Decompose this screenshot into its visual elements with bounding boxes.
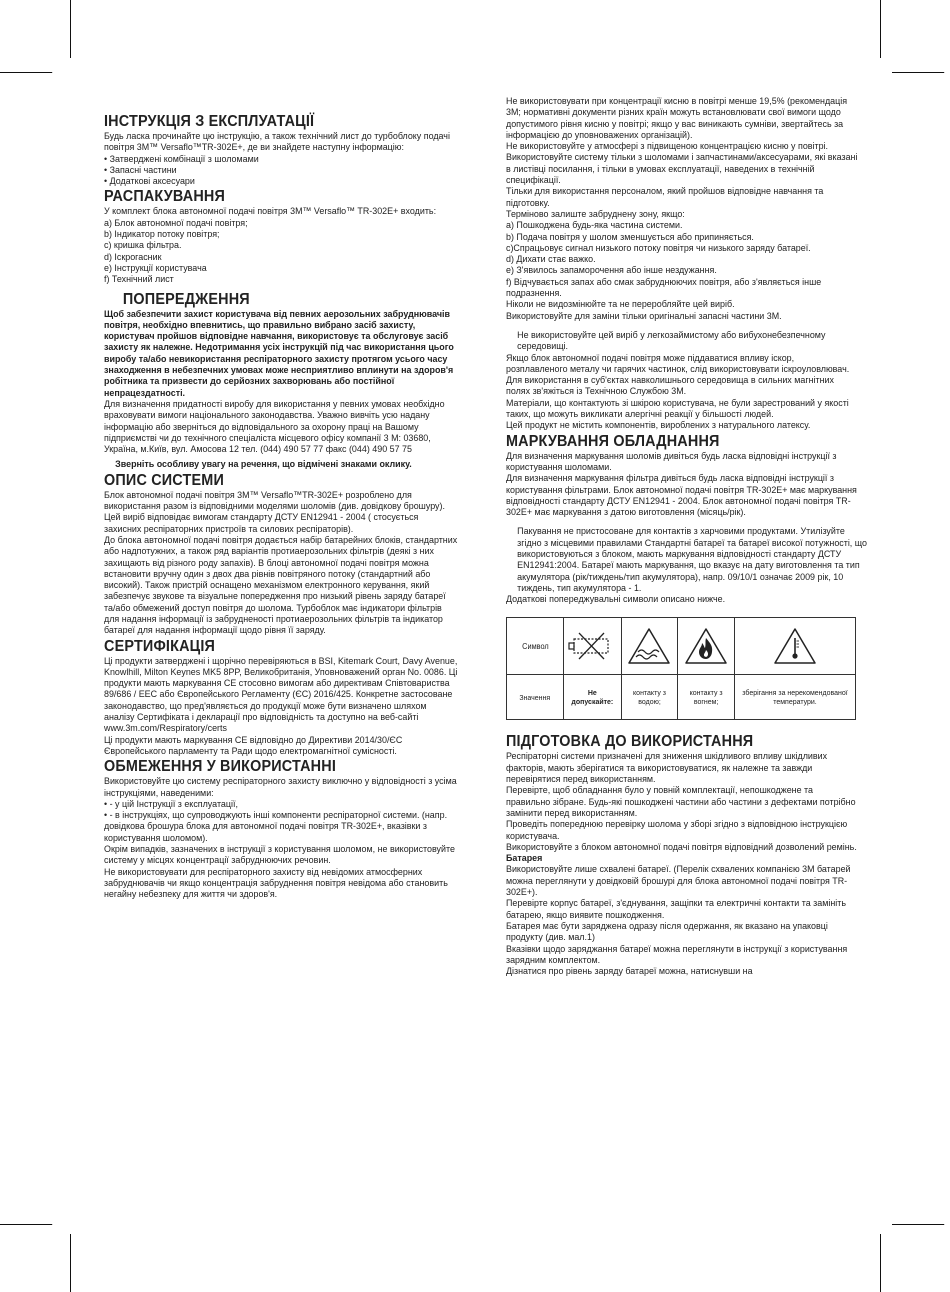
left-column [104,96,456,901]
paragraph: Використовуйте лише схвалені батареї. (Перелік схвалених компанією 3M батарей можна переглянути у довідковій брошурі для блока автономної подачі повітря TR-302E+). [506,864,851,899]
paragraph: Проведіть попереднюю перевірку шолома у зборі згідно з відповідною інструкцією користувача. [506,819,848,842]
paragraph: Додаткові попереджувальні символи описано нижче. [506,594,726,606]
list-item: c)Спрацьовує сигнал низького потоку повітря чи низького заряду батареї. [506,242,811,254]
paragraph: Ці продукти затверджені і щорічно перевіряються в BSI, Kitemark Court, Davy Avenue, Knowlhill, Milton Keynes MK5 8PP, Великобританія, Уповноважений орган No. 0086. Ці продукти мають маркування CE стосовно вимогам або директивам Співтовариства 89/686 / EEC або Європейського Регламенту (ЄС) 2016/425. Конкретне застосоване законодавство, що пред'являється до продукції може бути визначено шляхом аналізу Сертифіката і декларації про відповідність та доступно на веб-сайті www.3m.com/Respiratory/certs [104,655,458,735]
paragraph: Терміново залиште забруднену зону, якщо: [506,208,685,220]
paragraph: Цей продукт не містить компонентів, вироблених з натурального латексу. [506,420,811,432]
section-title-system-description: ОПИС СИСТЕМИ [104,471,225,489]
paragraph: Будь ласка прочинайте цю інструкцію, а також технічний лист до турбоблоку подачі повітря 3M™ Versaflo™TR-302E+, де ви знайдете наступну інформацію: [104,131,450,154]
list-item: f) Відчувається запах або смак забруднюючих повітря, або з'являється інше подразнення. [506,276,822,300]
paragraph: Блок автономної подачі повітря 3M™ Versaflo™TR-302E+ розроблено для використання разом із відповідними моделями шоломів (див. довідкову брошуру). Цей виріб відповідає вимогам стандарту ДСТУ EN12941 - 2004 ( стосується захисних респіраторних пристроїв та силових респіраторів). [104,489,445,535]
water-hazard-icon [621,618,677,675]
table-cell: контакту з водою; [621,675,677,720]
crop-mark [880,1234,881,1292]
paragraph: Перевірте корпус батареї, з'єднування, защіпки та електричні контакти та замініть батарею, якщо виявите пошкодження. [506,898,846,921]
list-item: c) кришка фільтра. [104,240,182,252]
paragraph: Вказівки щодо заряджання батареї можна переглянути в інструкції з користування зарядним комплектом. [506,943,848,966]
table-cell: Не допускайте: [564,675,622,720]
table-cell: зберігання за нерекомендованої температури. [735,675,856,720]
list-item: a) Блок автономної подачі повітря; [104,217,248,229]
section-title-equipment-marking: МАРКУВАННЯ ОБЛАДНАННЯ [506,432,720,450]
right-column [506,96,867,978]
list-item: b) Індикатор потоку повітря; [104,229,220,241]
table-cell: контакту з вогнем; [677,675,734,720]
list-item: b) Подача повітря у шолом зменшується або припиняється. [506,231,754,243]
paragraph: Тільки для використання персоналом, який пройшов відповідне навчання та підготовку. [506,186,824,209]
list-item: • Додаткові аксесуари [104,176,195,188]
crop-mark [0,72,52,73]
paragraph: У комплект блока автономної подачі повітря 3M™ Versaflo™ TR-302E+ входить: [104,206,437,218]
paragraph: Ці продукти мають маркування CE відповідно до Директиви 2014/30/ЄС Європейського парламенту та Ради щодо електромагнітної сумісності. [104,734,403,757]
warning-paragraph: Щоб забезпечити захист користувача від певних аерозольних забруднювачів повітря, необхідно впевнитись, що правильно вибрано засіб захисту, користувач пройшов відповідне навчання, використовує та обслуговує засіб захисту як належне. Недотримання усіх інструкцій під час використання цього виробу та/або невикористання респіраторного захисту протягом усього часу знаходження в небезпечних умовах може несприятливо вплинути на здоров'я робітника та призвести до серйозних захворювань або постійної непрацездатності. [104,308,454,399]
paragraph: До блока автономної подачі повітря додається набір батарейних блоків, стандартних або надпотужних, а також ряд варіантів протиаерозольних фільтрів (деякі з них захищають від різного роду запахів). В блоці автономної подачі повітря можна встановити вручну один з двох два рівнів повітряного потоку (стандартний або високий). Також пристрій оснащено механізмом електронного керування, який забезпечує звукове та візуальне попередження про низький рівень заряду батареї та/або обмежений доступ повітря до шолома. Турбоблок має індикатори фільтрів для надання інформації із забрудненості протиаерозольних фільтрів та індикатор батареї для надання інформації щодо рівня її заряду. [104,534,458,637]
list-item: • - у цій Інструкції з експлуатації, [104,798,238,810]
list-item: a) Пошкоджена будь-яка частина системи. [506,220,683,232]
section-title-certification: СЕРТИФІКАЦІЯ [104,637,216,655]
subheading-battery: Батарея [506,853,543,865]
table-row-label: Значення [507,675,564,720]
paragraph: Для використання в суб'єктах навколишнього середовища в сильних магнітних полях зв'яжіться із Технічною Службою 3M. [506,375,834,398]
paragraph: Батарея має бути заряджена одразу після одержання, як вказано на упаковці продукту (див. мал.1) [506,920,828,944]
list-item: • Запасні частини [104,164,177,176]
paragraph: Ніколи не видозмінюйте та не переробляйте цей виріб. [506,299,735,311]
crop-mark [880,0,881,58]
list-item: • Затверджені комбінації з шоломами [104,153,259,165]
section-title-preparation: ПІДГОТОВКА ДО ВИКОРИСТАННЯ [506,733,754,751]
list-item: e) Інструкції користувача [104,262,207,274]
table-row-label: Символ [507,618,564,675]
paragraph: Використовуйте з блоком автономної подачі повітря відповідний дозволений ремінь. [506,841,857,853]
list-item: • - в інструкціях, що супроводжують інші компоненти респіраторної системи. (напр. довідкова брошура блока для автономної подачі повітря TR-302E+, вказівки з користування шоломом). [104,810,448,844]
paragraph: Для визначення маркування шоломів дивіться будь ласка відповідні інструкції з користування шоломами. [506,450,837,473]
paragraph: Використовуйте для заміни тільки оригінальні запасні частини 3M. [506,310,782,322]
paragraph: Перевірте, щоб обладнання було у повній комплектації, непошкоджене та правильно зібране. Будь-які пошкоджені частини або частини з дефектами потрібно замінити перед використанням. [506,785,856,819]
crop-mark [0,1224,52,1225]
warning-symbols-table [506,617,856,720]
crossed-battery-icon [564,618,622,675]
paragraph: Не використовувати для респіраторного захисту від невідомих атмосферних забруднювачів чи якщо концентрація забруднення повітря невідома або становить негайну небезпеку для життя чи здоров'я. [104,866,448,901]
crop-mark [892,72,944,73]
paragraph: Не використовувати при концентрації кисню в повітрі менше 19,5% (рекомендація 3M; нормативні документи різних країн можуть встановлювати свої вимоги щодо допустимого рівня кисню у повітрі; якщо у вас виникають сумніви, звертайтесь за інформацією до уповноважених організацій). [506,96,848,141]
paragraph: Не використовуйте у атмосфері з підвищеною концентрацією кисню у повітрі. [506,141,829,153]
section-title-unpacking: РАСПАКУВАННЯ [104,188,226,206]
paragraph: Якщо блок автономної подачі повітря може піддаватися впливу іскор, розплавленого металу чи гарячих частинок, слід використовувати іскроуловлювач. [506,352,850,375]
crop-mark [892,1224,944,1225]
paragraph: Матеріали, що контактують зі шкірою користувача, не були зарестрований у якості таких, що можуть викликати алергічні реакції у більшості людей. [506,397,849,421]
list-item: d) Іскрогасник [104,251,162,263]
list-item: e) З'явилось запаморочення або інше нездужання. [506,265,717,277]
paragraph: Окрім випадків, зазначених в інструкції з користування шоломом, не використовуйте систему у місцях концентрації забруднюючих речовин. [104,844,455,867]
section-title-usage-limits: ОБМЕЖЕННЯ У ВИКОРИСТАННІ [104,758,337,776]
paragraph: Респіраторні системи призначені для зниження шкідливого впливу шкідливих факторів, мають зберігатися та використовуватися, як належне та завжди перевірятися перед використанням. [506,751,828,786]
paragraph: Використовуйте цю систему респіраторного захисту виключно у відповідності з усіма інструкціями, наведеними: [104,776,457,799]
paragraph: Для визначення маркування фільтра дивіться будь ласка відповідні інструкції з користування фільтрами. Блок автономної подачі повітря TR-302E+ має маркування відповідності стандарту ДСТУ EN12941 - 2004. Блок автономної подачі повітря TR-302E+ має маркування з датою виготовлення (місяць/рік). [506,473,857,519]
fire-hazard-icon [677,618,734,675]
crop-mark [70,0,71,58]
crop-mark [70,1234,71,1292]
thermometer-hazard-icon [735,618,856,675]
paragraph: Використовуйте систему тільки з шоломами і запчастинами/аксесуарами, які вказані в листівці посилання, і тільки в умовах експлуатації, наведених в технічній специфікації. [506,152,858,187]
list-item: d) Дихати стає важко. [506,254,596,266]
paragraph: Для визначення придатності виробу для використання у певних умовах необхідно враховувати вимоги національного законодавства. Уважно вивчіть усю надану інформацію або зверніться до відповідального за охорону праці на Вашому підприємстві чи до технічного спеціаліста місцевого офісу компанії 3 M: 03680, Україна, м.Київ, вул. Амосова 12 тел. (044) 490 57 77 факс (044) 490 57 75 [104,398,445,456]
list-item: f) Технічний лист [104,274,174,286]
section-title-instructions: ІНСТРУКЦІЯ З ЕКСПЛУАТАЦІЇ [104,113,315,130]
paragraph: Пакування не пристосоване для контактів з харчовими продуктами. Утилізуйте згідно з місцевими правилами Стандартні батареї та батареї високої потужності, що використовуються з блоком, мають маркування відповідності стандарту ДСТУ EN12941:2004. Батареї мають маркування, що вказує на дату виготовлення та тип акумулятора (рік/тиждень/тип акумулятора), напр. 09/10/1 означає 2009 рік, 10 тиждень, тип акумулятора - 1. [517,526,867,594]
paragraph: Не використовуйте цей виріб у легкозаймистому або вибухонебезпечному середовищі. [517,329,826,353]
section-title-warnings: ПОПЕРЕДЖЕННЯ [122,290,250,308]
paragraph: Дізнатися про рівень заряду батареї можна, натиснувши на [506,966,753,978]
warning-note: Зверніть особливу увагу на речення, що відмічені знаками оклику. [115,459,412,471]
